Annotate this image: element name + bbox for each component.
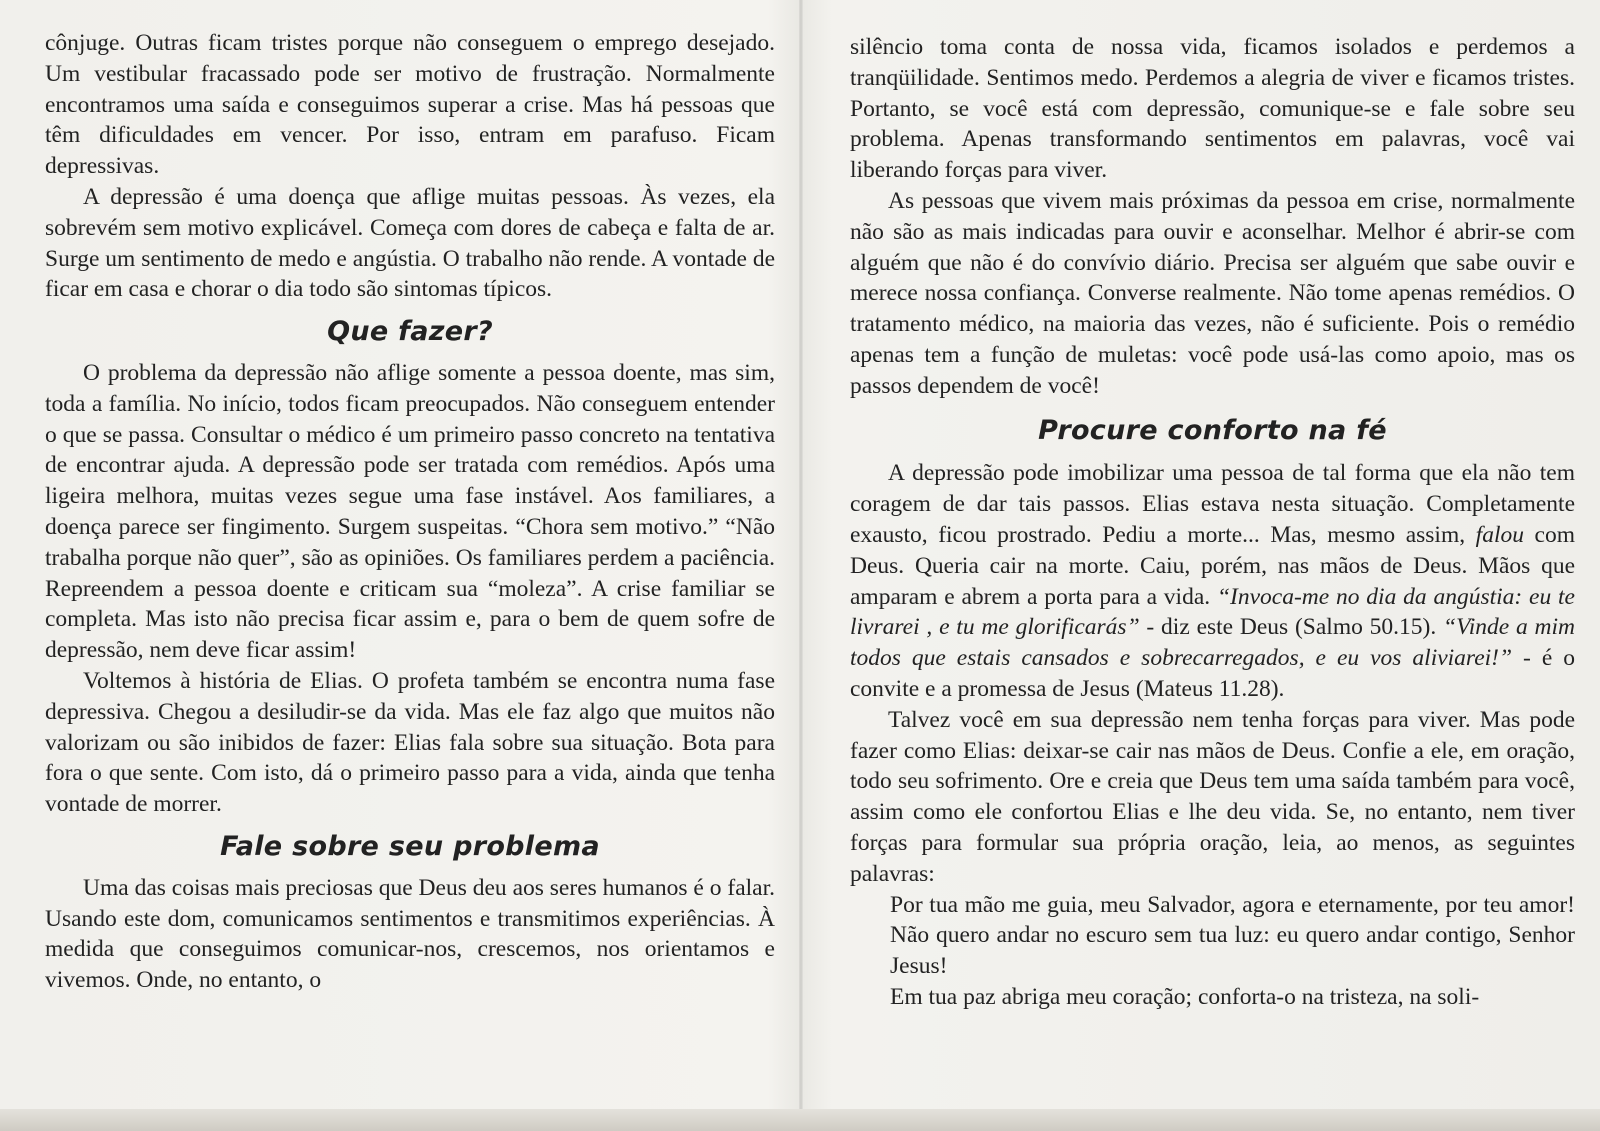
left-paragraph-familia: O problema da depressão não aflige somente a pessoa doente, mas sim, toda a família. No início, todos ficam preocupados. Não conseguem entender o que se passa. Consultar o médico é um primeiro passo concreto na tentativa de encontrar ajuda. A depressão pode ser tratada com remédios. Após uma ligeira melhora, muitas vezes segue uma fase instável. Aos familiares, a doença parece ser fingimento. Surgem suspeitas. “Chora sem motivo.” “Não trabalha porque não quer”, são as opiniões. Os familiares perdem a paciência. Repreendem a pessoa doente e criticam sua “moleza”. A crise familiar se completa. Mas isto não precisa ficar assim e, para o bem de quem sofre de depressão, nem deve ficar assim! <box>45 359 775 664</box>
right-paragraph-continuation: silêncio toma conta de nossa vida, ficamos isolados e perdemos a tranqüilidade. Sentimos medo. Perdemos a alegria de viver e ficamos tristes. Portanto, se você está com depressão, comunique-se e fale sobre seu problema. Apenas transformando sentimentos em palavras, você vai liberando forças para viver. <box>850 34 1575 184</box>
fe-quote-salmo: “Invoca-me no dia da angústia: eu te livrarei , e tu me glorificarás” <box>850 583 1575 641</box>
right-paragraph-pessoas: As pessoas que vivem mais próximas da pessoa em crise, normalmente não são as mais indicadas para ouvir e aconselhar. Melhor é abrir-se com alguém que não é do convívio diário. Precisa ser alguém que sabe ouvir e merece nossa confiança. Converse realmente. Não tome apenas remédios. O tratamento médico, na maioria das vezes, não é suficiente. Pois o remédio apenas tem a função de muletas: você pode usá-las como apoio, mas os passos dependem de você! <box>850 187 1575 399</box>
fe-text-a: A depressão pode imobilizar uma pessoa de tal forma que ela não tem coragem de dar tais passos. Elias estava nesta situação. Completamente exausto, ficou prostrado. Pediu a morte... Mas, mesmo assim, <box>850 460 1575 548</box>
right-paragraph-talvez: Talvez você em sua depressão nem tenha forças para viver. Mas pode fazer como Elias: deixar-se cair nas mãos de Deus. Confie a ele, em oração, todo seu sofrimento. Ore e creia que Deus tem uma saída também para você, assim como ele confortou Elias e lhe deu vida. Se, no entanto, nem tiver forças para formular sua própria oração, leia, ao menos, as seguintes palavras: <box>850 706 1575 887</box>
fe-text-e: - diz este Deus (Salmo 50.15). <box>1139 614 1444 641</box>
right-page <box>850 32 1575 1013</box>
heading-fale-sobre: Fale sobre seu problema <box>220 830 600 862</box>
fe-quote-mateus: “Vinde a mim todos que estais cansados e sobrecarregados, e eu vos aliviarei!” <box>850 614 1575 672</box>
heading-procure-conforto: Procure conforto na fé <box>1038 414 1387 446</box>
prayer-line-1: Por tua mão me guia, meu Salvador, agora e eternamente, por teu amor! Não quero andar no escuro sem tua luz: eu quero andar contigo, Senhor Jesus! <box>890 891 1575 980</box>
fe-text-falou: falou <box>1475 521 1524 548</box>
left-page <box>45 28 775 996</box>
page-fold <box>799 0 803 1131</box>
page-bottom-edge <box>0 1109 1600 1131</box>
left-paragraph-elias: Voltemos à história de Elias. O profeta também se encontra numa fase depressiva. Chegou a desiludir-se da vida. Mas ele faz algo que muitos não valorizam ou são inibidos de fazer: Elias fala sobre sua situação. Bota para fora o que sente. Com isto, dá o primeiro passo para a vida, ainda que tenha vontade de morrer. <box>45 667 775 818</box>
heading-que-fazer: Que fazer? <box>327 316 493 348</box>
fe-text-g: - é o convite e a promessa de Jesus (Mateus 11.28). <box>850 645 1575 702</box>
left-paragraph-depressao: A depressão é uma doença que aflige muitas pessoas. Às vezes, ela sobrevém sem motivo explicável. Começa com dores de cabeça e falta de ar. Surge um sentimento de medo e angústia. O trabalho não rende. A vontade de ficar em casa e chorar o dia todo são sintomas típicos. <box>45 183 775 303</box>
left-paragraph-falar: Uma das coisas mais preciosas que Deus deu aos seres humanos é o falar. Usando este dom, comunicamos sentimentos e transmitimos experiências. À medida que conseguimos comunicar-nos, crescemos, nos orientamos e vivemos. Onde, no entanto, o <box>45 874 775 994</box>
left-paragraph-continuation: cônjuge. Outras ficam tristes porque não conseguem o emprego desejado. Um vestibular fracassado pode ser motivo de frustração. Normalmente encontramos uma saída e conseguimos superar a crise. Mas há pessoas que têm dificuldades em vencer. Por isso, entram em parafuso. Ficam depressivas. <box>45 30 775 180</box>
prayer-line-2: Em tua paz abriga meu coração; conforta-o na tristeza, na soli- <box>890 983 1480 1010</box>
fe-text-c: com Deus. Queria cair na morte. Caiu, porém, nas mãos de Deus. Mãos que amparam e abrem a porta para a vida. <box>850 521 1576 610</box>
right-paragraph-fe <box>850 458 1575 704</box>
